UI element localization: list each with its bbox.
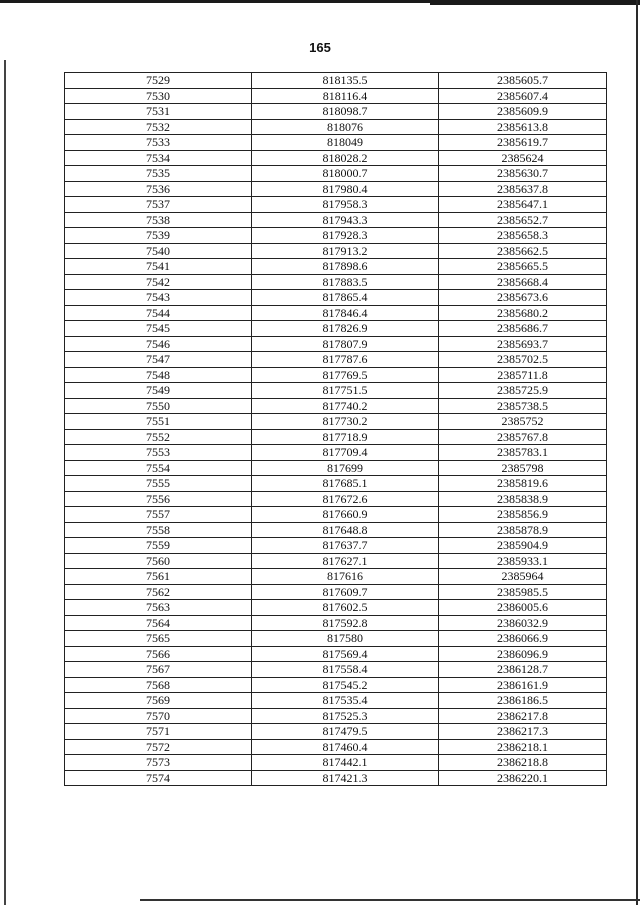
point-number-cell: 7551 bbox=[65, 414, 252, 430]
table-row bbox=[65, 119, 607, 135]
point-number-cell: 7556 bbox=[65, 491, 252, 507]
point-number-cell: 7565 bbox=[65, 631, 252, 647]
scan-edge-right bbox=[636, 0, 638, 905]
table-row bbox=[65, 135, 607, 151]
table-row bbox=[65, 615, 607, 631]
y-coordinate-cell: 2385637.8 bbox=[439, 181, 607, 197]
y-coordinate-cell: 2385613.8 bbox=[439, 119, 607, 135]
table-row bbox=[65, 414, 607, 430]
y-coordinate-cell: 2385665.5 bbox=[439, 259, 607, 275]
table-row bbox=[65, 88, 607, 104]
y-coordinate-cell: 2386161.9 bbox=[439, 677, 607, 693]
y-coordinate-cell: 2385933.1 bbox=[439, 553, 607, 569]
y-coordinate-cell: 2386217.8 bbox=[439, 708, 607, 724]
x-coordinate-cell: 817883.5 bbox=[252, 274, 439, 290]
y-coordinate-cell: 2385619.7 bbox=[439, 135, 607, 151]
point-number-cell: 7529 bbox=[65, 73, 252, 89]
table-row bbox=[65, 507, 607, 523]
x-coordinate-cell: 817943.3 bbox=[252, 212, 439, 228]
point-number-cell: 7542 bbox=[65, 274, 252, 290]
point-number-cell: 7558 bbox=[65, 522, 252, 538]
x-coordinate-cell: 817569.4 bbox=[252, 646, 439, 662]
x-coordinate-cell: 817699 bbox=[252, 460, 439, 476]
point-number-cell: 7562 bbox=[65, 584, 252, 600]
table-row bbox=[65, 476, 607, 492]
table-row bbox=[65, 166, 607, 182]
x-coordinate-cell: 817602.5 bbox=[252, 600, 439, 616]
table-row bbox=[65, 336, 607, 352]
point-number-cell: 7533 bbox=[65, 135, 252, 151]
x-coordinate-cell: 817535.4 bbox=[252, 693, 439, 709]
point-number-cell: 7537 bbox=[65, 197, 252, 213]
table-row bbox=[65, 724, 607, 740]
table-row bbox=[65, 770, 607, 786]
table-row bbox=[65, 708, 607, 724]
scan-edge-top-shadow bbox=[430, 0, 640, 5]
x-coordinate-cell: 817730.2 bbox=[252, 414, 439, 430]
point-number-cell: 7570 bbox=[65, 708, 252, 724]
y-coordinate-cell: 2386005.6 bbox=[439, 600, 607, 616]
y-coordinate-cell: 2386032.9 bbox=[439, 615, 607, 631]
point-number-cell: 7555 bbox=[65, 476, 252, 492]
y-coordinate-cell: 2385662.5 bbox=[439, 243, 607, 259]
table-row bbox=[65, 104, 607, 120]
point-number-cell: 7568 bbox=[65, 677, 252, 693]
x-coordinate-cell: 817928.3 bbox=[252, 228, 439, 244]
y-coordinate-cell: 2385878.9 bbox=[439, 522, 607, 538]
y-coordinate-cell: 2385752 bbox=[439, 414, 607, 430]
x-coordinate-cell: 818135.5 bbox=[252, 73, 439, 89]
point-number-cell: 7553 bbox=[65, 445, 252, 461]
page-number: 165 bbox=[309, 40, 331, 55]
table-row bbox=[65, 290, 607, 306]
table-row bbox=[65, 150, 607, 166]
y-coordinate-cell: 2385985.5 bbox=[439, 584, 607, 600]
x-coordinate-cell: 817718.9 bbox=[252, 429, 439, 445]
point-number-cell: 7547 bbox=[65, 352, 252, 368]
table-row bbox=[65, 491, 607, 507]
point-number-cell: 7539 bbox=[65, 228, 252, 244]
point-number-cell: 7538 bbox=[65, 212, 252, 228]
point-number-cell: 7574 bbox=[65, 770, 252, 786]
y-coordinate-cell: 2386218.1 bbox=[439, 739, 607, 755]
x-coordinate-cell: 817751.5 bbox=[252, 383, 439, 399]
point-number-cell: 7546 bbox=[65, 336, 252, 352]
y-coordinate-cell: 2386066.9 bbox=[439, 631, 607, 647]
y-coordinate-cell: 2385964 bbox=[439, 569, 607, 585]
table-row bbox=[65, 553, 607, 569]
table-row bbox=[65, 646, 607, 662]
y-coordinate-cell: 2386128.7 bbox=[439, 662, 607, 678]
x-coordinate-cell: 818049 bbox=[252, 135, 439, 151]
y-coordinate-cell: 2386186.5 bbox=[439, 693, 607, 709]
point-number-cell: 7550 bbox=[65, 398, 252, 414]
y-coordinate-cell: 2386220.1 bbox=[439, 770, 607, 786]
x-coordinate-cell: 817616 bbox=[252, 569, 439, 585]
point-number-cell: 7544 bbox=[65, 305, 252, 321]
point-number-cell: 7548 bbox=[65, 367, 252, 383]
table-row bbox=[65, 600, 607, 616]
y-coordinate-cell: 2385693.7 bbox=[439, 336, 607, 352]
table-row bbox=[65, 755, 607, 771]
y-coordinate-cell: 2385605.7 bbox=[439, 73, 607, 89]
point-number-cell: 7573 bbox=[65, 755, 252, 771]
point-number-cell: 7534 bbox=[65, 150, 252, 166]
x-coordinate-cell: 817592.8 bbox=[252, 615, 439, 631]
point-number-cell: 7540 bbox=[65, 243, 252, 259]
table-row bbox=[65, 662, 607, 678]
x-coordinate-cell: 817846.4 bbox=[252, 305, 439, 321]
x-coordinate-cell: 817958.3 bbox=[252, 197, 439, 213]
point-number-cell: 7569 bbox=[65, 693, 252, 709]
point-number-cell: 7552 bbox=[65, 429, 252, 445]
x-coordinate-cell: 817980.4 bbox=[252, 181, 439, 197]
table-row bbox=[65, 197, 607, 213]
x-coordinate-cell: 818000.7 bbox=[252, 166, 439, 182]
y-coordinate-cell: 2385630.7 bbox=[439, 166, 607, 182]
x-coordinate-cell: 817637.7 bbox=[252, 538, 439, 554]
x-coordinate-cell: 817672.6 bbox=[252, 491, 439, 507]
x-coordinate-cell: 818076 bbox=[252, 119, 439, 135]
scan-edge-left bbox=[4, 60, 6, 905]
y-coordinate-cell: 2385856.9 bbox=[439, 507, 607, 523]
scan-edge-bottom bbox=[140, 899, 640, 901]
y-coordinate-cell: 2385673.6 bbox=[439, 290, 607, 306]
y-coordinate-cell: 2385624 bbox=[439, 150, 607, 166]
point-number-cell: 7536 bbox=[65, 181, 252, 197]
y-coordinate-cell: 2385738.5 bbox=[439, 398, 607, 414]
table-row bbox=[65, 631, 607, 647]
table-row bbox=[65, 181, 607, 197]
y-coordinate-cell: 2386218.8 bbox=[439, 755, 607, 771]
point-number-cell: 7554 bbox=[65, 460, 252, 476]
x-coordinate-cell: 818116.4 bbox=[252, 88, 439, 104]
coordinates-table-body bbox=[65, 73, 607, 786]
x-coordinate-cell: 817660.9 bbox=[252, 507, 439, 523]
x-coordinate-cell: 817442.1 bbox=[252, 755, 439, 771]
table-row bbox=[65, 212, 607, 228]
y-coordinate-cell: 2385838.9 bbox=[439, 491, 607, 507]
x-coordinate-cell: 817865.4 bbox=[252, 290, 439, 306]
y-coordinate-cell: 2385702.5 bbox=[439, 352, 607, 368]
x-coordinate-cell: 817558.4 bbox=[252, 662, 439, 678]
table-row bbox=[65, 693, 607, 709]
point-number-cell: 7549 bbox=[65, 383, 252, 399]
x-coordinate-cell: 817479.5 bbox=[252, 724, 439, 740]
y-coordinate-cell: 2385652.7 bbox=[439, 212, 607, 228]
table-row bbox=[65, 569, 607, 585]
point-number-cell: 7563 bbox=[65, 600, 252, 616]
table-row bbox=[65, 228, 607, 244]
table-row bbox=[65, 522, 607, 538]
x-coordinate-cell: 817580 bbox=[252, 631, 439, 647]
x-coordinate-cell: 817898.6 bbox=[252, 259, 439, 275]
x-coordinate-cell: 817787.6 bbox=[252, 352, 439, 368]
point-number-cell: 7545 bbox=[65, 321, 252, 337]
table-row bbox=[65, 445, 607, 461]
table-row bbox=[65, 584, 607, 600]
table-row bbox=[65, 460, 607, 476]
point-number-cell: 7560 bbox=[65, 553, 252, 569]
y-coordinate-cell: 2385904.9 bbox=[439, 538, 607, 554]
x-coordinate-cell: 817913.2 bbox=[252, 243, 439, 259]
y-coordinate-cell: 2385658.3 bbox=[439, 228, 607, 244]
point-number-cell: 7572 bbox=[65, 739, 252, 755]
y-coordinate-cell: 2385767.8 bbox=[439, 429, 607, 445]
point-number-cell: 7567 bbox=[65, 662, 252, 678]
table-row bbox=[65, 321, 607, 337]
y-coordinate-cell: 2385668.4 bbox=[439, 274, 607, 290]
point-number-cell: 7543 bbox=[65, 290, 252, 306]
x-coordinate-cell: 817609.7 bbox=[252, 584, 439, 600]
table-row bbox=[65, 352, 607, 368]
x-coordinate-cell: 817769.5 bbox=[252, 367, 439, 383]
table-row bbox=[65, 367, 607, 383]
table-row bbox=[65, 73, 607, 89]
x-coordinate-cell: 817740.2 bbox=[252, 398, 439, 414]
y-coordinate-cell: 2385798 bbox=[439, 460, 607, 476]
point-number-cell: 7566 bbox=[65, 646, 252, 662]
table-row bbox=[65, 259, 607, 275]
y-coordinate-cell: 2385819.6 bbox=[439, 476, 607, 492]
table-row bbox=[65, 429, 607, 445]
x-coordinate-cell: 817525.3 bbox=[252, 708, 439, 724]
coordinates-table bbox=[64, 72, 607, 786]
point-number-cell: 7532 bbox=[65, 119, 252, 135]
table-row bbox=[65, 677, 607, 693]
y-coordinate-cell: 2385686.7 bbox=[439, 321, 607, 337]
x-coordinate-cell: 818028.2 bbox=[252, 150, 439, 166]
point-number-cell: 7541 bbox=[65, 259, 252, 275]
y-coordinate-cell: 2386096.9 bbox=[439, 646, 607, 662]
x-coordinate-cell: 817545.2 bbox=[252, 677, 439, 693]
point-number-cell: 7530 bbox=[65, 88, 252, 104]
table-row bbox=[65, 538, 607, 554]
table-row bbox=[65, 398, 607, 414]
table-row bbox=[65, 305, 607, 321]
table-row bbox=[65, 739, 607, 755]
x-coordinate-cell: 817421.3 bbox=[252, 770, 439, 786]
x-coordinate-cell: 817685.1 bbox=[252, 476, 439, 492]
x-coordinate-cell: 817627.1 bbox=[252, 553, 439, 569]
y-coordinate-cell: 2385607.4 bbox=[439, 88, 607, 104]
y-coordinate-cell: 2386217.3 bbox=[439, 724, 607, 740]
y-coordinate-cell: 2385680.2 bbox=[439, 305, 607, 321]
x-coordinate-cell: 817826.9 bbox=[252, 321, 439, 337]
point-number-cell: 7559 bbox=[65, 538, 252, 554]
x-coordinate-cell: 817709.4 bbox=[252, 445, 439, 461]
point-number-cell: 7561 bbox=[65, 569, 252, 585]
y-coordinate-cell: 2385783.1 bbox=[439, 445, 607, 461]
x-coordinate-cell: 817648.8 bbox=[252, 522, 439, 538]
point-number-cell: 7531 bbox=[65, 104, 252, 120]
y-coordinate-cell: 2385647.1 bbox=[439, 197, 607, 213]
table-row bbox=[65, 243, 607, 259]
table-row bbox=[65, 274, 607, 290]
table-row bbox=[65, 383, 607, 399]
point-number-cell: 7557 bbox=[65, 507, 252, 523]
point-number-cell: 7564 bbox=[65, 615, 252, 631]
y-coordinate-cell: 2385725.9 bbox=[439, 383, 607, 399]
x-coordinate-cell: 818098.7 bbox=[252, 104, 439, 120]
point-number-cell: 7571 bbox=[65, 724, 252, 740]
y-coordinate-cell: 2385609.9 bbox=[439, 104, 607, 120]
point-number-cell: 7535 bbox=[65, 166, 252, 182]
y-coordinate-cell: 2385711.8 bbox=[439, 367, 607, 383]
x-coordinate-cell: 817807.9 bbox=[252, 336, 439, 352]
x-coordinate-cell: 817460.4 bbox=[252, 739, 439, 755]
